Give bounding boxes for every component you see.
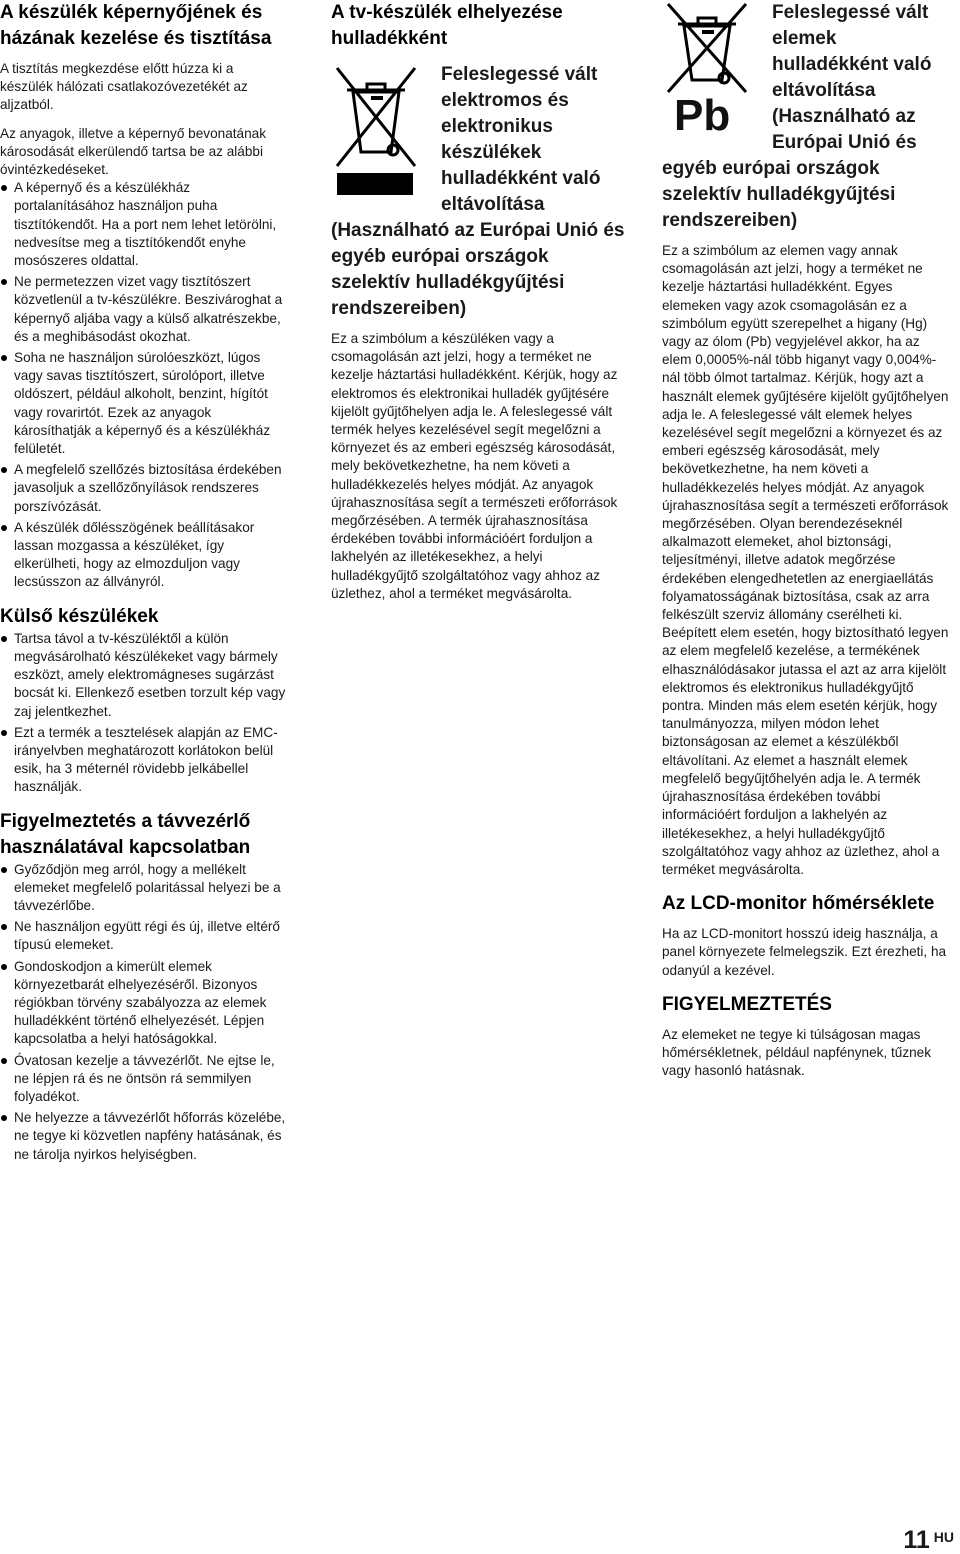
list-item: Gondoskodjon a kimerült elemek környezetbarát elhelyezéséről. Bizonyos régiókban törvény szabályozza az elemek hulladékként történő elhelyezését. Lépjen kapcsolatba a helyi hatóságokkal. bbox=[0, 958, 290, 1049]
weee-symbol bbox=[331, 62, 441, 210]
section-title-remote-warning: Figyelmeztetés a távvezérlő használatával kapcsolatban bbox=[0, 810, 251, 858]
battery-block bbox=[662, 0, 952, 156]
crossed-out-wheelie-bin-icon bbox=[662, 0, 752, 96]
weee-title-continued: (Használható az Európai Unió és egyéb európai országok szelektív hulladékgyűjtési rendszereiben) bbox=[331, 220, 625, 319]
column-3 bbox=[662, 0, 952, 1080]
paragraph: Az elemeket ne tegye ki túlságosan magas hőmérsékletnek, például napfénynek, tűznek vagy hasonló hatásnak. bbox=[662, 1026, 932, 1079]
section-title-lcd-temperature: Az LCD-monitor hőmérséklete bbox=[662, 893, 935, 915]
weee-title: Feleslegessé vált elektromos és elektronikus készülékek hulladékként való eltávolítása bbox=[441, 64, 601, 215]
list-item: Tartsa távol a tv-készüléktől a külön megvásárolható készülékeket vagy bármely eszközt, amely elektromágneses sugárzást bocsát ki. Ellenkező esetben torzult kép vagy zaj jelentkezhet. bbox=[0, 630, 290, 721]
list-item: Óvatosan kezelje a távvezérlőt. Ne ejtse le, ne lépjen rá és ne öntsön rá semmilyen folyadékot. bbox=[0, 1052, 290, 1107]
list-item: A megfelelő szellőzés biztosítása érdekében javasoljuk a szellőzőnyílások rendszeres porszívózását. bbox=[0, 461, 290, 516]
page-number: 11 bbox=[903, 1526, 930, 1554]
paragraph: Ez a szimbólum az elemen vagy annak csomagolásán azt jelzi, hogy a terméket ne kezelje háztartási hulladékként. Egyes elemeken vagy azok csomagolásán ez a szimbólum együtt szerepelhet a higany (Hg) vagy az ólom (Pb) vegyjelével akkor, ha az elem 0,0005%-nál több higanyt vagy 0,004%-nál több ólmot tartalmaz. Kérjük, hogy azt a használt elemek gyűjtésére kijelölt gyűjtőhelyen adja le. A feleslegessé vált elemek helyes kezelésével segít megelőzni a környezet és az emberi egészség károsodását, mely bekövetkezhetne, ha nem követi a hulladékkezelés helyes módját. Az anyagok újrahasznosítása segít a természeti erőforrások megőrzésében. Olyan berendezéseknél alkalmazott elemeket, ahol biztonsági, teljesítményi, illetve adatok megőrzése érdekében elengedhetetlen az energiaellátás folyamatosságának biztosítása, csak az arra felkészült szerviz állomány cserélheti ki. Beépített elem esetén, hogy biztosítható legyen az elem megfelelő kezelése, a termékének elhasználódásakor jutassa el azt az arra kijelölt elektromos és elektronikus hulladékgyűjtő pontra. Minden más elem esetén kérjük, hogy tanulmányozza, milyen módon lehet biztonságosan az elemet a készülékből eltávolítani. Az elemet a használt elemek megfelelő begyűjtőhelyén adja le. A termék újrahasznosítása érdekében további információért forduljon a lakhelyén az illetékesekhez, a helyi hulladékgyűjtő szolgáltatóhoz vagy ahhoz az üzlethez, ahol a terméket megvásárolta. bbox=[662, 243, 949, 877]
language-code: HU bbox=[933, 1529, 954, 1545]
crossed-out-wheelie-bin-icon bbox=[331, 62, 421, 172]
paragraph: Ez a szimbólum a készüléken vagy a csomagolásán azt jelzi, hogy a terméket ne kezelje háztartási hulladékként. Kérjük, hogy az elektromos és elektronikai hulladék gyűjtésére kijelölt gyűjtőhelyen adja le. A feleslegessé vált termék helyes kezelésével segít megelőzni a környezet és az emberi egészség károsodását, mely bekövetkezhetne, ha nem követi a hulladékkezelés helyes módját. Az anyagok újrahasznosítása segít a természeti erőforrások megőrzésében. A termék újrahasznosítása érdekében további információért forduljon a lakhelyén az illetékesekhez, a helyi hulladékgyűjtő szolgáltatóhoz vagy ahhoz az üzlethez, ahol a terméket megvásárolta. bbox=[331, 331, 618, 601]
list-item: Ne permetezzen vizet vagy tisztítószert közvetlenül a tv-készülékre. Beszivároghat a képernyő aljába vagy a külső alkatrészekbe, és a meghibásodást okozhat. bbox=[0, 273, 290, 346]
section-title-cleaning: A készülék képernyőjének és házának kezelése és tisztítása bbox=[0, 2, 272, 49]
battery-title-continued: egyéb európai országok szelektív hulladékgyűjtési rendszereiben) bbox=[662, 158, 896, 231]
section-title-external-devices: Külső készülékek bbox=[0, 605, 159, 627]
list-item: Ne használjon együtt régi és új, illetve eltérő típusú elemeket. bbox=[0, 918, 290, 954]
list-item: Győződjön meg arról, hogy a mellékelt elemeket megfelelő polaritással helyezi be a távvezérlőbe. bbox=[0, 861, 290, 916]
paragraph: A tisztítás megkezdése előtt húzza ki a készülék hálózati csatlakozóvezetékét az aljzatból. bbox=[0, 61, 248, 113]
page-footer bbox=[903, 1527, 954, 1553]
bullet-list-external bbox=[0, 630, 290, 797]
paragraph: Ha az LCD-monitort hosszú ideig használja, a panel környezete felmelegszik. Ezt érezheti, ha odanyúl a kezével. bbox=[662, 926, 947, 978]
bullet-list-cleaning bbox=[0, 179, 290, 591]
column-1 bbox=[0, 0, 290, 1164]
battery-title: Feleslegessé vált elemek hulladékként való eltávolítása (Használható az Európai Unió és bbox=[772, 2, 932, 153]
list-item: A képernyő és a készülékház portalanításához használjon puha tisztítókendőt. Ha a port nem lehet letörölni, nedvesítse meg a tisztítókendőt enyhe mosószeres oldattal. bbox=[0, 179, 290, 270]
list-item: Ne helyezze a távvezérlőt hőforrás közelébe, ne tegye ki közvetlen napfény hatásának, és ne tárolja nyirkos helyiségben. bbox=[0, 1109, 290, 1164]
weee-block bbox=[331, 62, 626, 218]
section-title-warning: FIGYELMEZTETÉS bbox=[662, 993, 832, 1015]
list-item: A készülék dőlésszögének beállításakor lassan mozgassa a készüléket, így elkerülheti, hogy az elmozduljon vagy lecsússzon az állványról. bbox=[0, 519, 290, 592]
list-item: Ezt a termék a tesztelések alapján az EMC-irányelvben meghatározott korlátokon belül esik, ha 3 méternél rövidebb jelkábellel használják. bbox=[0, 724, 290, 797]
list-item: Soha ne használjon súrolóeszközt, lúgos vagy savas tisztítószert, súrolóport, illetve oldószert, például alkoholt, benzint, hígítót vagy rovarirtót. Ezek az anyagok károsíthatják a képernyő és a készülékház felületét. bbox=[0, 349, 290, 458]
bullet-list-remote bbox=[0, 861, 290, 1164]
pb-label: Pb bbox=[674, 91, 731, 140]
weee-black-bar bbox=[337, 173, 413, 195]
battery-symbol bbox=[662, 0, 772, 150]
column-2 bbox=[331, 0, 626, 603]
section-title-tv-disposal: A tv-készülék elhelyezése hulladékként bbox=[331, 2, 563, 49]
paragraph: Az anyagok, illetve a képernyő bevonatának károsodását elkerülendő tartsa be az alábbi óvintézkedéseket. bbox=[0, 125, 267, 178]
